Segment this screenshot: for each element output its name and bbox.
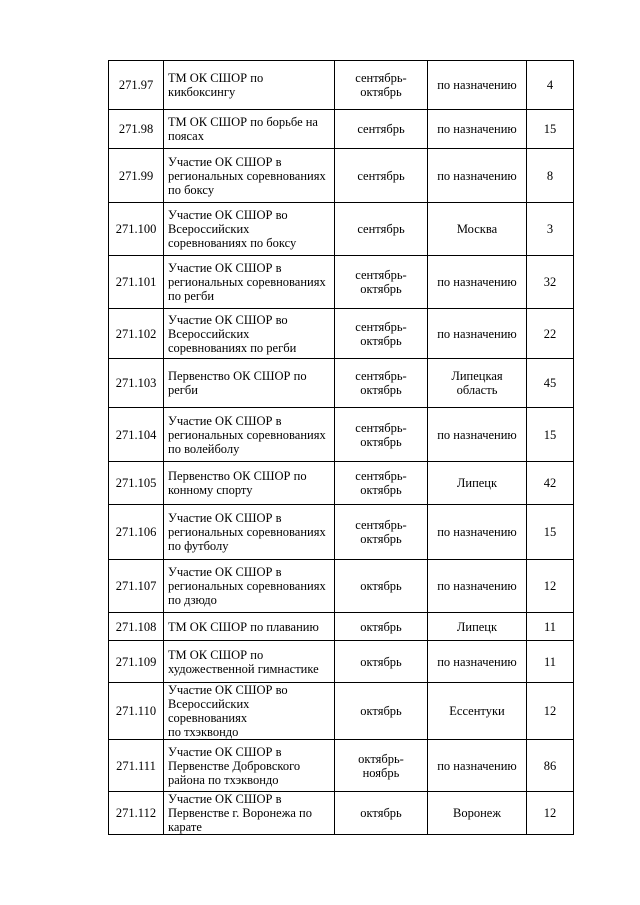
event-date-line: октябрь — [360, 704, 402, 718]
event-date — [335, 408, 428, 462]
event-date-line: сентябрь- — [355, 369, 407, 383]
event-name — [164, 683, 335, 740]
event-name-line: по тхэквондо — [168, 725, 239, 739]
table-row — [109, 683, 574, 740]
event-date — [335, 149, 428, 203]
participant-count: 42 — [527, 462, 574, 505]
event-date-line: октябрь — [360, 532, 402, 546]
event-name — [164, 110, 335, 149]
event-place — [428, 613, 527, 641]
event-name-line: Первенстве Добровского — [168, 758, 301, 773]
event-name-line: региональных соревнованиях — [168, 427, 326, 442]
event-name — [164, 792, 335, 835]
event-name-line: по волейболу — [168, 441, 240, 456]
participant-count: 15 — [527, 110, 574, 149]
event-name-line: региональных соревнованиях — [168, 525, 326, 539]
participant-count: 12 — [527, 792, 574, 835]
row-number: 271.100 — [109, 203, 164, 256]
event-name-line: Всероссийских — [168, 697, 250, 711]
event-name — [164, 641, 335, 683]
event-place-line: по назначению — [437, 758, 517, 773]
table-row — [109, 110, 574, 149]
participant-count: 4 — [527, 61, 574, 110]
participant-count: 32 — [527, 256, 574, 309]
event-name-line: кикбоксингу — [168, 85, 236, 99]
event-name-line: Участие ОК СШОР в — [168, 565, 282, 579]
event-name-line: по боксу — [168, 182, 215, 197]
event-date-line: сентябрь- — [355, 71, 407, 85]
table-row — [109, 203, 574, 256]
event-name-line: соревнованиях по регби — [168, 340, 297, 355]
event-date — [335, 462, 428, 505]
event-date-line: октябрь — [360, 434, 402, 449]
event-date-line: октябрь — [360, 85, 402, 99]
event-date-line: октябрь — [360, 383, 402, 397]
event-name-line: карате — [168, 820, 202, 834]
event-name-line: региональных соревнованиях — [168, 275, 326, 289]
row-number: 271.99 — [109, 149, 164, 203]
event-date-line: ноябрь — [362, 765, 400, 780]
event-name-line: Участие ОК СШОР во — [168, 312, 288, 327]
row-number: 271.97 — [109, 61, 164, 110]
event-place-line: Липецк — [456, 619, 498, 634]
event-date — [335, 359, 428, 408]
event-place — [428, 792, 527, 835]
event-date-line: сентябрь- — [355, 420, 407, 435]
event-place-line: по назначению — [437, 326, 517, 341]
event-name-line: Участие ОК СШОР в — [168, 511, 282, 525]
event-date-line: сентябрь- — [355, 518, 407, 532]
event-name-line: конному спорту — [168, 483, 253, 497]
event-place — [428, 641, 527, 683]
event-date-line: октябрь — [360, 282, 402, 296]
event-place-line: по назначению — [437, 168, 517, 183]
participant-count: 86 — [527, 740, 574, 792]
event-name-line: региональных соревнованиях — [168, 168, 326, 183]
event-date — [335, 309, 428, 359]
event-date — [335, 505, 428, 560]
event-date-line: сентябрь — [357, 168, 405, 183]
row-number: 271.111 — [109, 740, 164, 792]
table-row — [109, 613, 574, 641]
event-name-line: Участие ОК СШОР во — [168, 208, 288, 222]
event-name — [164, 613, 335, 641]
event-name — [164, 61, 335, 110]
participant-count: 45 — [527, 359, 574, 408]
event-date — [335, 641, 428, 683]
event-name-line: региональных соревнованиях — [168, 579, 326, 593]
participant-count: 11 — [527, 613, 574, 641]
event-date — [335, 61, 428, 110]
row-number: 271.101 — [109, 256, 164, 309]
row-number: 271.108 — [109, 613, 164, 641]
event-name-line: Первенстве г. Воронежа по — [168, 806, 312, 820]
event-date-line: октябрь — [360, 806, 402, 820]
event-date-line: сентябрь — [357, 122, 405, 136]
event-name-line: поясах — [168, 129, 204, 143]
event-name-line: района по тхэквондо — [168, 772, 279, 787]
participant-count: 12 — [527, 560, 574, 613]
event-name-line: Участие ОК СШОР в — [168, 261, 282, 275]
event-date — [335, 740, 428, 792]
event-name-line: по футболу — [168, 539, 229, 553]
row-number: 271.102 — [109, 309, 164, 359]
table-row — [109, 560, 574, 613]
event-place — [428, 359, 527, 408]
event-name-line: регби — [168, 383, 198, 397]
event-name — [164, 408, 335, 462]
table-row — [109, 740, 574, 792]
event-name-line: ТМ ОК СШОР по — [168, 647, 264, 662]
event-date-line: октябрь — [360, 579, 402, 593]
event-name-line: Участие ОК СШОР в — [168, 792, 282, 806]
event-name-line: Участие ОК СШОР в — [168, 154, 282, 169]
participant-count: 15 — [527, 505, 574, 560]
participant-count: 8 — [527, 149, 574, 203]
event-name-line: соревнованиях — [168, 711, 248, 725]
event-place — [428, 110, 527, 149]
event-date-line: октябрь- — [358, 751, 404, 766]
event-place-line: по назначению — [437, 275, 517, 289]
event-place — [428, 61, 527, 110]
event-place-line: по назначению — [437, 579, 517, 593]
event-place-line: по назначению — [437, 525, 517, 539]
event-date-line: сентябрь- — [355, 469, 407, 483]
event-name-line: Участие ОК СШОР в — [168, 413, 282, 428]
event-name — [164, 740, 335, 792]
row-number: 271.103 — [109, 359, 164, 408]
table-row — [109, 256, 574, 309]
event-place — [428, 683, 527, 740]
event-place-line: Липецк — [456, 476, 498, 490]
row-number: 271.104 — [109, 408, 164, 462]
event-place — [428, 560, 527, 613]
event-date — [335, 256, 428, 309]
table-row — [109, 61, 574, 110]
event-date — [335, 110, 428, 149]
event-date-line: октябрь — [360, 483, 402, 497]
table-row — [109, 641, 574, 683]
event-place — [428, 203, 527, 256]
event-place — [428, 408, 527, 462]
event-date-line: октябрь — [360, 654, 402, 669]
event-place-line: по назначению — [437, 122, 517, 136]
event-date — [335, 613, 428, 641]
row-number: 271.110 — [109, 683, 164, 740]
table-row — [109, 309, 574, 359]
event-date — [335, 203, 428, 256]
event-date-line: сентябрь- — [355, 268, 407, 282]
event-name — [164, 359, 335, 408]
event-date-line: октябрь — [360, 619, 402, 634]
events-table — [108, 60, 574, 835]
event-place — [428, 309, 527, 359]
row-number: 271.105 — [109, 462, 164, 505]
event-name-line: художественной гимнастике — [168, 661, 319, 676]
event-place-line: Липецкая — [451, 369, 503, 383]
table-row — [109, 792, 574, 835]
event-name-line: ТМ ОК СШОР по борьбе на — [168, 115, 318, 129]
event-name-line: соревнованиях по боксу — [168, 236, 297, 250]
row-number: 271.107 — [109, 560, 164, 613]
participant-count: 3 — [527, 203, 574, 256]
event-name — [164, 462, 335, 505]
event-date-line: октябрь — [360, 333, 402, 348]
event-place — [428, 149, 527, 203]
event-date-line: сентябрь- — [355, 319, 407, 334]
event-date-line: сентябрь — [357, 222, 405, 236]
participant-count: 22 — [527, 309, 574, 359]
event-name-line: Всероссийских — [168, 222, 250, 236]
event-name-line: по дзюдо — [168, 593, 217, 607]
event-name-line: по регби — [168, 289, 215, 303]
event-name — [164, 149, 335, 203]
event-name — [164, 560, 335, 613]
event-place — [428, 740, 527, 792]
participant-count: 15 — [527, 408, 574, 462]
table-row — [109, 462, 574, 505]
participant-count: 11 — [527, 641, 574, 683]
event-place-line: Воронеж — [453, 806, 501, 820]
event-place-line: по назначению — [437, 654, 517, 669]
table-row — [109, 149, 574, 203]
event-name — [164, 309, 335, 359]
row-number: 271.112 — [109, 792, 164, 835]
event-name-line: Первенство ОК СШОР по — [168, 369, 307, 383]
event-name — [164, 256, 335, 309]
event-date — [335, 792, 428, 835]
event-date — [335, 683, 428, 740]
event-name-line: Всероссийских — [168, 326, 250, 341]
table-row — [109, 408, 574, 462]
event-place-line: по назначению — [437, 78, 517, 92]
event-place — [428, 505, 527, 560]
event-place-line: область — [456, 383, 498, 397]
event-date — [335, 560, 428, 613]
event-name-line: ТМ ОК СШОР по — [168, 71, 264, 85]
row-number: 271.98 — [109, 110, 164, 149]
participant-count: 12 — [527, 683, 574, 740]
event-place — [428, 256, 527, 309]
event-name-line: Участие ОК СШОР в — [168, 744, 282, 759]
table-row — [109, 359, 574, 408]
event-place — [428, 462, 527, 505]
event-name — [164, 203, 335, 256]
event-place-line: Ессентуки — [449, 704, 505, 718]
event-place-line: Москва — [456, 222, 498, 236]
event-name-line: Участие ОК СШОР во — [168, 683, 288, 697]
event-name-line: Первенство ОК СШОР по — [168, 469, 307, 483]
row-number: 271.109 — [109, 641, 164, 683]
event-name — [164, 505, 335, 560]
event-place-line: по назначению — [437, 427, 517, 442]
row-number: 271.106 — [109, 505, 164, 560]
event-name-line: ТМ ОК СШОР по плаванию — [168, 619, 319, 634]
table-row — [109, 505, 574, 560]
